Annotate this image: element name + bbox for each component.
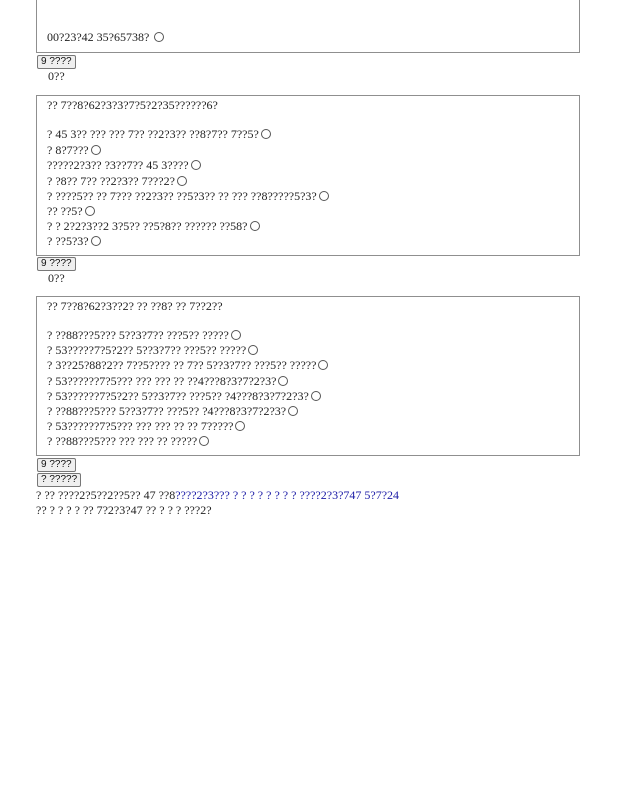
footer-link[interactable]: ??2?3?747 5?7?24 [310,488,400,502]
submit-button[interactable]: 9 ???? [37,458,76,472]
option-row [47,374,288,388]
option-label: ? ??88???5??? 5??3?7?? ???5?? ????? [47,328,229,342]
question-block-2 [36,296,580,456]
radio-button[interactable] [318,360,328,370]
option-label: ? 8?7??? [47,143,89,157]
option-label: ? ? 2?2?3??2 3?5?? ??5?8?? ?????? ??58? [47,219,248,233]
question-block-0 [36,0,580,53]
option-label: 00?23?42 35?65738? [47,30,150,44]
option-row [47,389,321,403]
option-label: ? ??5?3? [47,234,89,248]
score-label: 0?? [48,271,65,285]
option-row [47,328,241,342]
radio-button[interactable] [177,176,187,186]
option-label: ? 53?????7?5?2?? 5??3?7?? ???5?? ????? [47,343,247,357]
submit-button[interactable]: 9 ???? [37,257,76,271]
option-label: ? 53??????7?5??? ??? ??? ?? ??4???8?3?7?2?3? [47,374,277,388]
option-label: ? ??88???5??? ??? ??? ?? ????? [47,434,198,448]
radio-button[interactable] [311,391,321,401]
radio-button[interactable] [250,221,260,231]
radio-button[interactable] [85,206,95,216]
radio-button[interactable] [91,236,101,246]
radio-button[interactable] [288,406,298,416]
option-row [47,219,260,233]
radio-button[interactable] [278,376,288,386]
option-row [47,158,201,172]
radio-button[interactable] [231,330,241,340]
option-row [47,234,101,248]
option-label: ? ????5?? ?? 7??? ??2?3?? ??5?3?? ?? ??? ??8?????5?3? [47,189,317,203]
question-prompt: ?? 7??8?62?3?3?7?5?2?35??????6? [47,98,218,112]
option-row [47,358,328,372]
radio-button[interactable] [248,345,258,355]
option-row [47,30,164,44]
option-label: ?? ??5? [47,204,83,218]
footer-link[interactable]: ????2?3??? ? ? ? ? ? ? ? ? ?? [175,488,311,502]
question-prompt: ?? 7??8?62?3??2? ?? ??8? ?? 7??2?? [47,299,223,313]
radio-button[interactable] [191,160,201,170]
radio-button[interactable] [154,32,164,42]
question-block-1 [36,95,580,256]
option-row [47,434,209,448]
radio-button[interactable] [199,436,209,446]
option-row [47,404,298,418]
option-row [47,204,95,218]
footer-line-1 [36,488,399,503]
option-row [47,143,101,157]
radio-button[interactable] [91,145,101,155]
radio-button[interactable] [261,129,271,139]
score-label: 0?? [48,69,65,83]
option-label: ? 3??25?88?2?? 7??5???? ?? 7?? 5??3?7?? ???5?? ????? [47,358,317,372]
footer-text: ? ?? ????2?5??2??5?? 47 ??8 [36,488,176,502]
option-label: ? 53??????7?5??? ??? ??? ?? ?? 7????? [47,419,234,433]
next-button[interactable]: ? ????? [37,473,81,487]
radio-button[interactable] [235,421,245,431]
option-row [47,174,187,188]
option-row [47,343,258,357]
option-row [47,419,245,433]
option-label: ? ??88???5??? 5??3?7?? ???5?? ?4???8?3?7?2?3? [47,404,287,418]
option-label: ? 45 3?? ??? ??? 7?? ??2?3?? ??8?7?? 7??5? [47,127,259,141]
option-label: ? 53??????7?5?2?? 5??3?7?? ???5?? ?4???8?3?7?2?3? [47,389,309,403]
footer-line-2: ?? ? ? ? ? ?? 7?2?3?47 ?? ? ? ? ???2? [36,503,212,517]
option-row [47,189,329,203]
option-label: ? ?8?? 7?? ??2?3?? 7???2? [47,174,175,188]
option-row [47,127,271,141]
radio-button[interactable] [319,191,329,201]
submit-button[interactable]: 9 ???? [37,55,76,69]
option-label: ?????2?3?? ?3??7?? 45 3???? [47,158,189,172]
